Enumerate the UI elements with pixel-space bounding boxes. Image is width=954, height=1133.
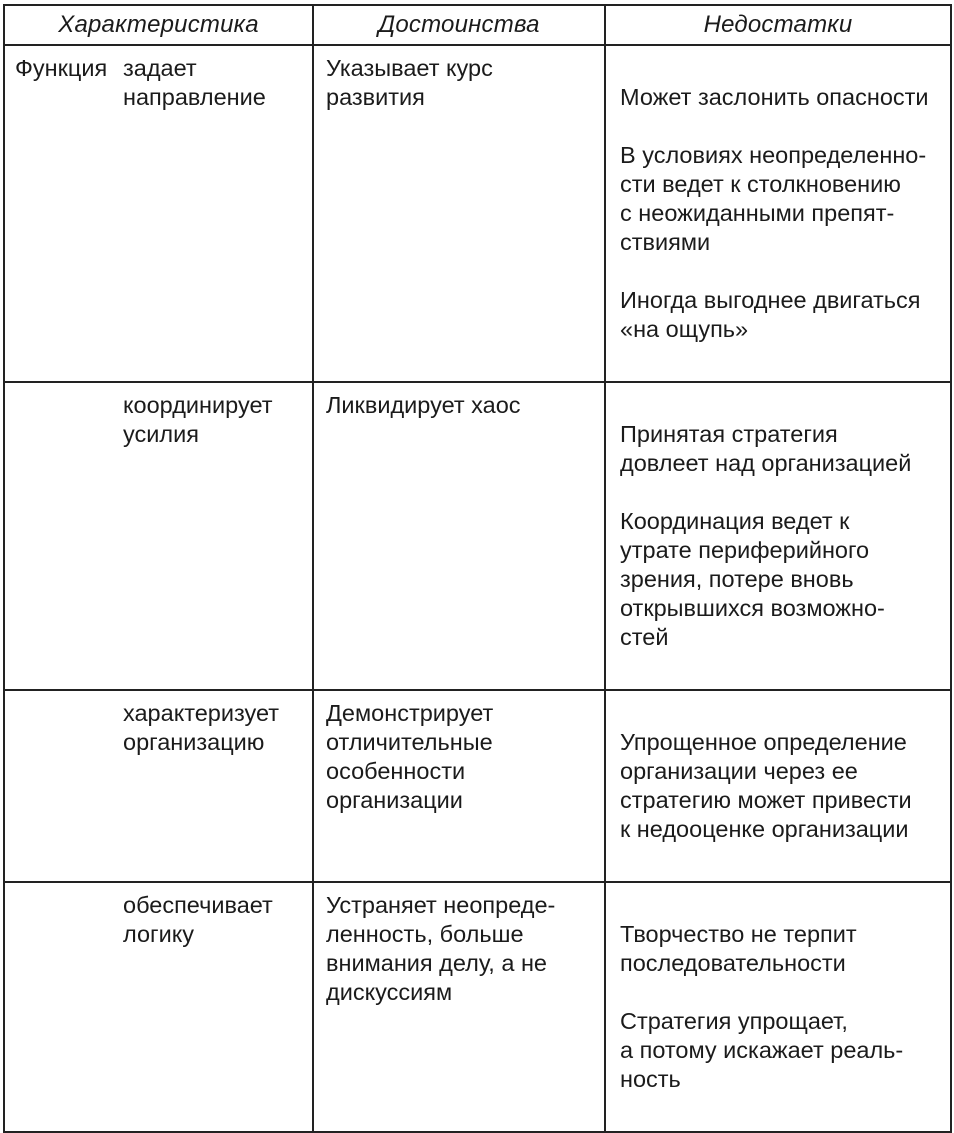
characteristic-cell <box>4 882 313 1132</box>
disadvantages-cell <box>605 45 951 382</box>
advantages-cell: Устраняет неопреде- ленность, больше внимания делу, а не дискуссиям <box>313 882 605 1132</box>
characteristic-text: координирует усилия <box>123 392 273 447</box>
advantages-cell: Указывает курс развития <box>313 45 605 382</box>
strategy-functions-table <box>3 4 952 1133</box>
disadvantage-item: Принятая стратегия довлеет над организацией <box>620 421 912 476</box>
disadvantage-item: Иногда выгоднее двигаться «на ощупь» <box>620 287 921 342</box>
table-row <box>4 45 951 382</box>
table-row <box>4 690 951 882</box>
disadvantage-item: Творчество не терпит последовательности <box>620 921 857 976</box>
header-characteristic: Характеристика <box>4 5 313 45</box>
header-advantages: Достоинства <box>313 5 605 45</box>
header-disadvantages: Недостатки <box>605 5 951 45</box>
disadvantage-item: Упрощенное определение организации через ее стратегию может привести к недооценке организации <box>620 729 912 842</box>
characteristic-cell <box>4 45 313 382</box>
advantages-cell: Ликвидирует хаос <box>313 382 605 690</box>
characteristic-text: обеспечивает логику <box>123 892 273 947</box>
characteristic-text: задает направление <box>123 55 266 110</box>
disadvantages-cell <box>605 882 951 1132</box>
table-header-row <box>4 5 951 45</box>
characteristic-text: характеризует организацию <box>123 700 280 755</box>
characteristic-cell <box>4 382 313 690</box>
table-row <box>4 382 951 690</box>
advantages-cell: Демонстрирует отличительные особенности организации <box>313 690 605 882</box>
disadvantage-item: Координация ведет к утрате периферийного зрения, потере вновь открывшихся возможно- стей <box>620 508 885 650</box>
table-row <box>4 882 951 1132</box>
disadvantage-item: Может заслонить опасности <box>620 84 929 110</box>
characteristic-cell <box>4 690 313 882</box>
disadvantages-cell <box>605 690 951 882</box>
function-label: Функция <box>15 55 108 81</box>
disadvantages-cell <box>605 382 951 690</box>
disadvantage-item: В условиях неопределенно- сти ведет к столкновению с неожиданными препят- ствиями <box>620 142 927 255</box>
disadvantage-item: Стратегия упрощает, а потому искажает реаль- ность <box>620 1008 904 1092</box>
